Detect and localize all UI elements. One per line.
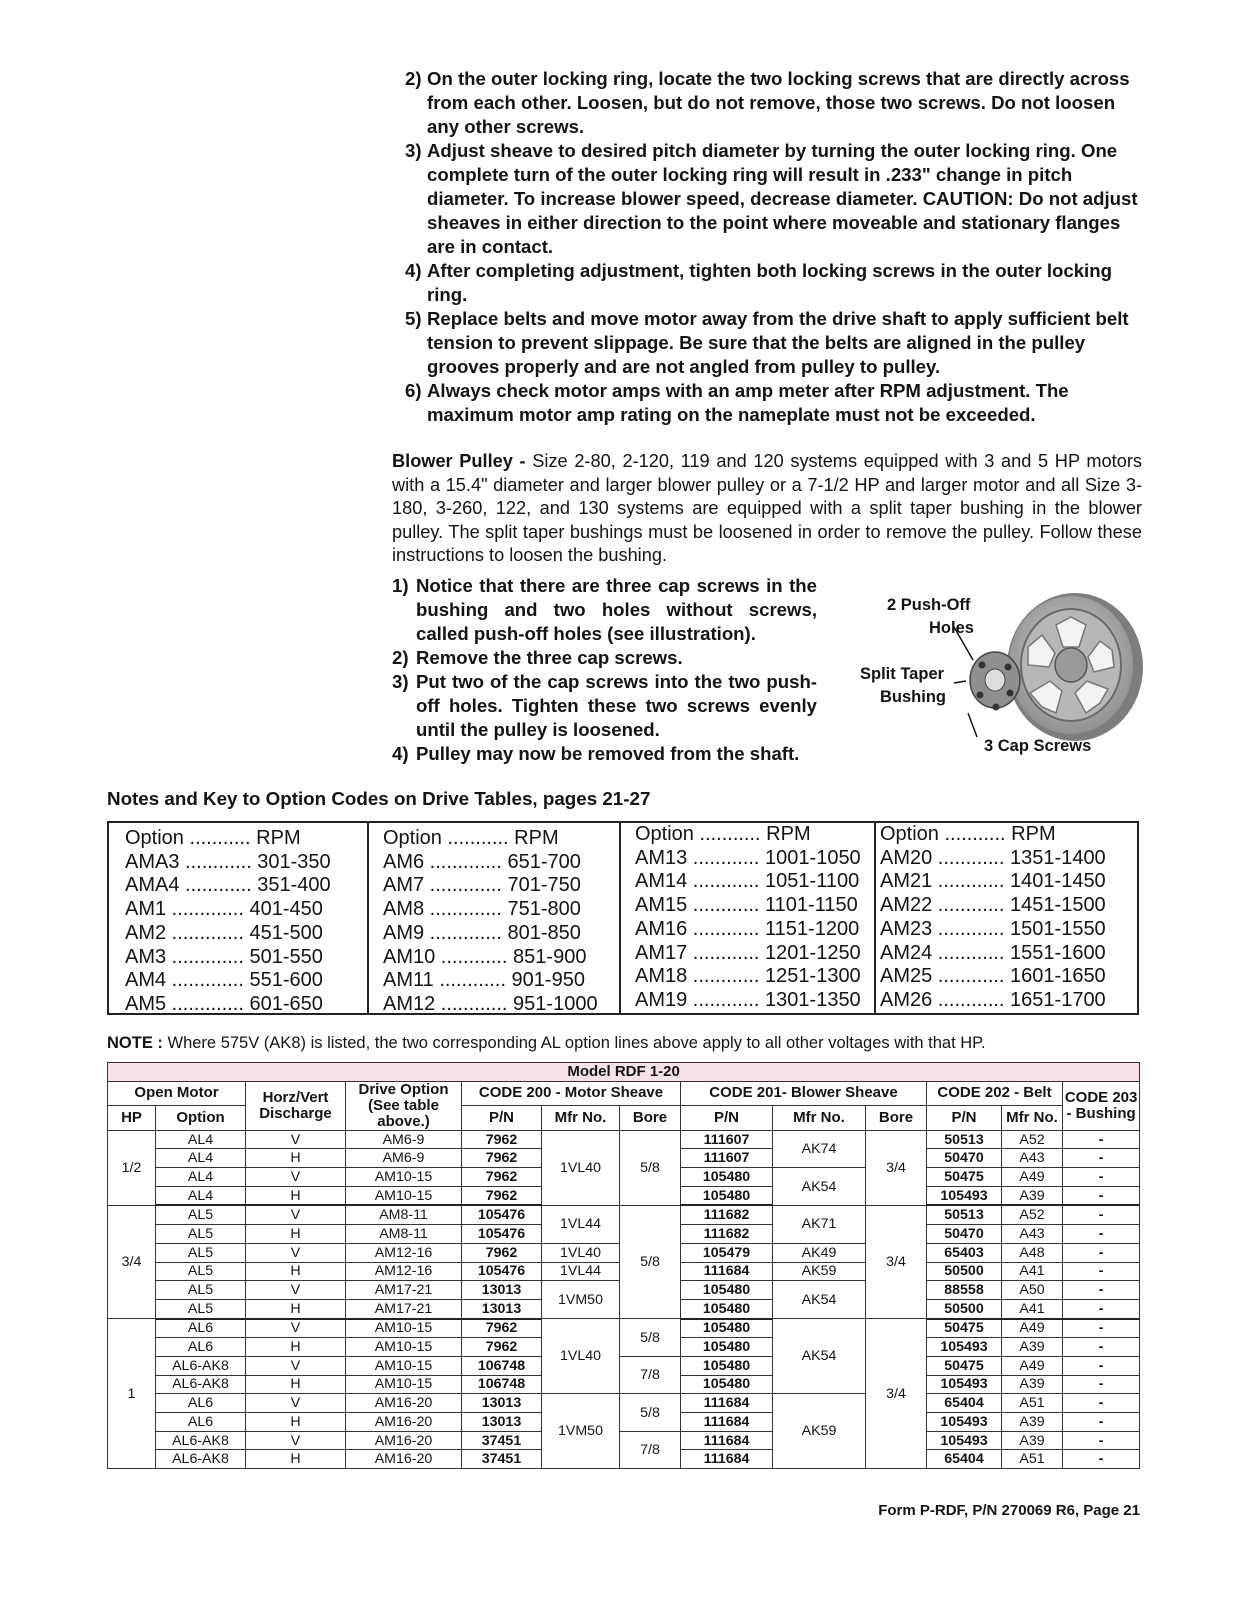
table-cell: AL4: [156, 1149, 246, 1168]
table-cell: 7962: [462, 1149, 542, 1168]
notes-title: Notes and Key to Option Codes on Drive Tables, pages 21-27: [107, 788, 651, 809]
table-cell: A39: [1002, 1186, 1063, 1205]
table-cell: 106748: [462, 1375, 542, 1394]
table-cell: AM16-20: [346, 1413, 462, 1432]
table-cell: 3/4: [866, 1205, 927, 1318]
table-cell: 111607: [681, 1149, 773, 1168]
table-cell: AL4: [156, 1130, 246, 1149]
table-cell: AM6-9: [346, 1149, 462, 1168]
table-cell: -: [1063, 1149, 1140, 1168]
step-item: [405, 379, 1145, 427]
code203-header: CODE 203 - Bushing: [1063, 1081, 1140, 1130]
table-cell: AM10-15: [346, 1319, 462, 1338]
rpm-entry: AMA3 ............ 301-350: [125, 850, 331, 873]
table-cell: 7962: [462, 1338, 542, 1357]
table-cell: 105493: [927, 1431, 1002, 1450]
table-cell: 7962: [462, 1243, 542, 1262]
rpm-entry: AM23 ............ 1501-1550: [880, 917, 1106, 940]
table-cell: 50475: [927, 1356, 1002, 1375]
blower-pn-header: P/N: [681, 1106, 773, 1131]
table-cell: AK54: [773, 1319, 866, 1394]
table-cell: AK54: [773, 1168, 866, 1206]
step-text: Adjust sheave to desired pitch diameter by turning the outer locking ring. One complete turn of the outer locking ring will result in .233" change in pitch diameter. To increase blower speed, decrease diameter. CAUTION: Do not adjust sheaves in either direction to the point where moveable and stationary flanges are in contact.: [427, 140, 1138, 257]
step-item: [392, 742, 817, 766]
step-number: 2): [392, 647, 409, 668]
step-number: 5): [405, 308, 422, 329]
table-cell: AM10-15: [346, 1168, 462, 1187]
blower-pulley-paragraph: [392, 450, 1142, 568]
blower-pulley-heading: Blower Pulley -: [392, 451, 526, 471]
rpm-column-header: Option ........... RPM: [125, 827, 301, 849]
step-number: 3): [405, 140, 422, 161]
table-cell: H: [246, 1262, 346, 1281]
rpm-entry: AM21 ............ 1401-1450: [880, 870, 1106, 893]
step-text: Replace belts and move motor away from the drive shaft to apply sufficient belt tension to prevent slippage. Be sure that the belts are aligned in the pulley grooves properly and are not angled from pulley to pulley.: [427, 308, 1129, 377]
step-number: 4): [405, 260, 422, 281]
rpm-column: [109, 823, 367, 1013]
table-cell: AK59: [773, 1262, 866, 1281]
table-cell: AM8-11: [346, 1225, 462, 1244]
table-cell: H: [246, 1225, 346, 1244]
table-cell: AL6-AK8: [156, 1356, 246, 1375]
table-cell: AL5: [156, 1281, 246, 1300]
code200-header: CODE 200 - Motor Sheave: [462, 1081, 681, 1106]
belt-mfr-header: Mfr No.: [1002, 1106, 1063, 1131]
table-cell: 105480: [681, 1281, 773, 1300]
table-cell: 13013: [462, 1281, 542, 1300]
table-cell: AM10-15: [346, 1356, 462, 1375]
table-cell: AL4: [156, 1168, 246, 1187]
rpm-entry: AMA4 ............ 351-400: [125, 874, 331, 897]
table-cell: 105493: [927, 1186, 1002, 1205]
table-cell: H: [246, 1450, 346, 1469]
rpm-column: [367, 823, 619, 1013]
table-cell: A49: [1002, 1168, 1063, 1187]
table-cell: A43: [1002, 1225, 1063, 1244]
open-motor-header: Open Motor: [108, 1081, 246, 1106]
label-bushing-1: Split Taper: [860, 665, 945, 683]
table-cell: 111607: [681, 1130, 773, 1149]
table-cell: AM10-15: [346, 1186, 462, 1205]
rpm-entry: AM18 ............ 1251-1300: [635, 965, 861, 988]
table-cell: 111684: [681, 1394, 773, 1413]
pulley-illustration: [850, 585, 1150, 765]
table-cell: V: [246, 1168, 346, 1187]
rpm-entry: AM4 ............. 551-600: [125, 969, 323, 992]
table-cell: 50470: [927, 1225, 1002, 1244]
table-cell: -: [1063, 1168, 1140, 1187]
table-cell: 111682: [681, 1225, 773, 1244]
table-cell: 7962: [462, 1186, 542, 1205]
page-footer: Form P-RDF, P/N 270069 R6, Page 21: [878, 1502, 1140, 1519]
motor-pn-header: P/N: [462, 1106, 542, 1131]
table-cell: A48: [1002, 1243, 1063, 1262]
table-cell: -: [1063, 1413, 1140, 1432]
table-cell: 50513: [927, 1130, 1002, 1149]
table-cell: AL5: [156, 1299, 246, 1318]
rpm-column-header: Option ........... RPM: [880, 823, 1056, 845]
table-cell: -: [1063, 1262, 1140, 1281]
table-cell: -: [1063, 1186, 1140, 1205]
step-number: 3): [392, 671, 409, 692]
table-cell: A49: [1002, 1319, 1063, 1338]
step-item: [405, 67, 1145, 139]
rpm-entry: AM9 ............. 801-850: [383, 921, 581, 944]
table-cell: -: [1063, 1281, 1140, 1300]
rpm-entry: AM3 ............. 501-550: [125, 945, 323, 968]
table-row: [108, 1431, 1140, 1450]
table-cell: 105476: [462, 1205, 542, 1224]
table-cell: 7962: [462, 1319, 542, 1338]
table-cell: AM10-15: [346, 1338, 462, 1357]
table-cell: A39: [1002, 1431, 1063, 1450]
table-cell: 3/4: [866, 1130, 927, 1205]
blower-mfr-header: Mfr No.: [773, 1106, 866, 1131]
table-cell: 1VM50: [542, 1394, 620, 1469]
table-cell: AL6-AK8: [156, 1450, 246, 1469]
table-cell: 37451: [462, 1450, 542, 1469]
table-cell: A41: [1002, 1262, 1063, 1281]
table-cell: 111684: [681, 1431, 773, 1450]
table-cell: 50500: [927, 1262, 1002, 1281]
label-bushing-2: Bushing: [880, 688, 946, 706]
table-cell: -: [1063, 1356, 1140, 1375]
rpm-entry: AM10 ............ 851-900: [383, 945, 587, 968]
belt-pn-header: P/N: [927, 1106, 1002, 1131]
table-cell: AM17-21: [346, 1299, 462, 1318]
adjustment-steps: [405, 67, 1145, 427]
table-cell: AM16-20: [346, 1431, 462, 1450]
table-cell: 106748: [462, 1356, 542, 1375]
rpm-entry: AM17 ............ 1201-1250: [635, 941, 861, 964]
rpm-entry: AM14 ............ 1051-1100: [635, 870, 860, 893]
table-cell: -: [1063, 1375, 1140, 1394]
table-cell: AL6: [156, 1394, 246, 1413]
motor-bore-header: Bore: [620, 1106, 681, 1131]
step-text: Notice that there are three cap screws in the bushing and two holes without screws, called push-off holes (see illustration).: [416, 575, 817, 644]
table-cell: 105480: [681, 1319, 773, 1338]
table-cell: 50475: [927, 1168, 1002, 1187]
table-row: [108, 1394, 1140, 1413]
table-cell: AK54: [773, 1281, 866, 1319]
table-cell: 105493: [927, 1375, 1002, 1394]
table-cell: 7962: [462, 1168, 542, 1187]
table-cell: 5/8: [620, 1319, 681, 1357]
table-cell: AL5: [156, 1225, 246, 1244]
rpm-entry: AM11 ............ 901-950: [383, 969, 585, 992]
table-cell: V: [246, 1319, 346, 1338]
rpm-entry: AM26 ............ 1651-1700: [880, 988, 1106, 1011]
table-cell: -: [1063, 1431, 1140, 1450]
table-cell: AK74: [773, 1130, 866, 1167]
table-cell: 105493: [927, 1413, 1002, 1432]
table-cell: -: [1063, 1243, 1140, 1262]
table-cell: V: [246, 1243, 346, 1262]
code201-header: CODE 201- Blower Sheave: [681, 1081, 927, 1106]
rpm-entry: AM19 ............ 1301-1350: [635, 988, 861, 1011]
table-cell: H: [246, 1186, 346, 1205]
rpm-entry: AM22 ............ 1451-1500: [880, 894, 1106, 917]
note-text: [107, 1034, 986, 1053]
table-cell: 7962: [462, 1130, 542, 1149]
step-number: 2): [405, 68, 422, 89]
rpm-column: [619, 823, 874, 1013]
step-text: Pulley may now be removed from the shaft.: [416, 743, 800, 764]
table-cell: H: [246, 1149, 346, 1168]
table-cell: A39: [1002, 1375, 1063, 1394]
table-cell: 105480: [681, 1356, 773, 1375]
table-cell: 13013: [462, 1299, 542, 1318]
table-cell: 105480: [681, 1168, 773, 1187]
table-cell: H: [246, 1299, 346, 1318]
rpm-column-header: Option ........... RPM: [635, 823, 811, 845]
drive-option-header: Drive Option (See table above.): [346, 1081, 462, 1130]
table-cell: 50500: [927, 1299, 1002, 1318]
drive-table: [107, 1062, 1140, 1469]
table-cell: 105479: [681, 1243, 773, 1262]
rpm-entry: AM2 ............. 451-500: [125, 921, 323, 944]
table-cell: A49: [1002, 1356, 1063, 1375]
rpm-entry: AM1 ............. 401-450: [125, 898, 323, 921]
table-cell: 50470: [927, 1149, 1002, 1168]
label-pushoff-1: 2 Push-Off: [887, 596, 971, 614]
code202-header: CODE 202 - Belt: [927, 1081, 1063, 1106]
table-cell: A39: [1002, 1338, 1063, 1357]
table-cell: H: [246, 1413, 346, 1432]
rpm-entry: AM12 ............ 951-1000: [383, 992, 598, 1015]
rpm-key-table: [107, 821, 1139, 1015]
rpm-entry: AM6 ............. 651-700: [383, 850, 581, 873]
table-cell: 3/4: [866, 1319, 927, 1469]
table-cell: 50513: [927, 1205, 1002, 1224]
option-header: Option: [156, 1106, 246, 1131]
table-cell: 1VM50: [542, 1281, 620, 1319]
step-text: Always check motor amps with an amp meter after RPM adjustment. The maximum motor amp rating on the nameplate must not be exceeded.: [427, 380, 1069, 425]
table-cell: 105480: [681, 1186, 773, 1205]
table-cell: 50475: [927, 1319, 1002, 1338]
rpm-entry: AM8 ............. 751-800: [383, 898, 581, 921]
hp-header: HP: [108, 1106, 156, 1131]
table-cell: AK59: [773, 1394, 866, 1469]
blower-bore-header: Bore: [866, 1106, 927, 1131]
step-number: 1): [392, 575, 409, 596]
table-cell: AL4: [156, 1186, 246, 1205]
table-cell: V: [246, 1394, 346, 1413]
step-number: 6): [405, 380, 422, 401]
step-item: [405, 307, 1145, 379]
table-cell: -: [1063, 1450, 1140, 1469]
step-item: [405, 259, 1145, 307]
table-cell: AM10-15: [346, 1375, 462, 1394]
motor-mfr-header: Mfr No.: [542, 1106, 620, 1131]
rpm-entry: AM5 ............. 601-650: [125, 992, 323, 1015]
step-text: After completing adjustment, tighten both locking screws in the outer locking ring.: [427, 260, 1112, 305]
table-cell: 1VL44: [542, 1205, 620, 1243]
table-cell: 3/4: [108, 1205, 156, 1318]
table-cell: 1/2: [108, 1130, 156, 1205]
table-cell: -: [1063, 1130, 1140, 1149]
table-cell: -: [1063, 1319, 1140, 1338]
table-cell: V: [246, 1205, 346, 1224]
step-text: Put two of the cap screws into the two push-off holes. Tighten these two screws evenly until the pulley is loosened.: [416, 671, 817, 740]
table-cell: 105476: [462, 1225, 542, 1244]
table-cell: A39: [1002, 1413, 1063, 1432]
table-cell: 105480: [681, 1299, 773, 1318]
table-cell: AL5: [156, 1262, 246, 1281]
table-row: [108, 1205, 1140, 1224]
table-cell: AK71: [773, 1205, 866, 1243]
table-cell: A50: [1002, 1281, 1063, 1300]
rpm-entry: AM13 ............ 1001-1050: [635, 846, 861, 869]
table-cell: AL6-AK8: [156, 1375, 246, 1394]
table-cell: 7/8: [620, 1356, 681, 1393]
table-cell: 111682: [681, 1205, 773, 1224]
table-row: [108, 1356, 1140, 1375]
blower-pulley-text: Size 2-80, 2-120, 119 and 120 systems equipped with 3 and 5 HP motors with a 15.4" diameter and larger blower pulley or a 7-1/2 HP and larger motor and all Size 3-180, 3-260, 122, and 130 systems are equipped with a split taper bushing in the blower pulley. The split taper bushings must be loosened in order to remove the pulley. Follow these instructions to loosen the bushing.: [392, 451, 1142, 565]
horzvert-header: Horz/Vert Discharge: [246, 1081, 346, 1130]
table-cell: -: [1063, 1338, 1140, 1357]
note-body: Where 575V (AK8) is listed, the two corresponding AL option lines above apply to all other voltages with that HP.: [162, 1034, 986, 1052]
rpm-entry: AM15 ............ 1101-1150: [635, 894, 858, 917]
table-cell: AM6-9: [346, 1130, 462, 1149]
table-cell: AM16-20: [346, 1450, 462, 1469]
table-cell: 1VL44: [542, 1262, 620, 1281]
step-item: [392, 670, 817, 742]
step-item: [405, 139, 1145, 259]
table-cell: 105480: [681, 1338, 773, 1357]
table-cell: 1: [108, 1319, 156, 1469]
table-cell: AM16-20: [346, 1394, 462, 1413]
table-cell: 5/8: [620, 1130, 681, 1205]
table-cell: 7/8: [620, 1431, 681, 1468]
rpm-entry: AM7 ............. 701-750: [383, 874, 581, 897]
table-cell: -: [1063, 1394, 1140, 1413]
rpm-entry: AM20 ............ 1351-1400: [880, 846, 1106, 869]
step-item: [392, 574, 817, 646]
table-cell: -: [1063, 1225, 1140, 1244]
table-cell: 111684: [681, 1413, 773, 1432]
table-cell: A51: [1002, 1394, 1063, 1413]
table-cell: 5/8: [620, 1205, 681, 1318]
rpm-column-header: Option ........... RPM: [383, 827, 559, 849]
table-cell: H: [246, 1375, 346, 1394]
table-cell: AL6: [156, 1319, 246, 1338]
table-cell: 13013: [462, 1394, 542, 1413]
table-cell: 65404: [927, 1394, 1002, 1413]
rpm-entry: AM25 ............ 1601-1650: [880, 965, 1106, 988]
rpm-column: [874, 823, 1139, 1013]
table-cell: AL5: [156, 1205, 246, 1224]
label-pushoff-2: Holes: [929, 619, 974, 637]
table-cell: -: [1063, 1299, 1140, 1318]
table-cell: 65403: [927, 1243, 1002, 1262]
table-cell: 105480: [681, 1375, 773, 1394]
table-cell: V: [246, 1281, 346, 1300]
table-cell: A52: [1002, 1205, 1063, 1224]
table-cell: AM12-16: [346, 1243, 462, 1262]
rpm-entry: AM16 ............ 1151-1200: [635, 917, 860, 940]
step-text: On the outer locking ring, locate the two locking screws that are directly across from each other. Loosen, but do not remove, those two screws. Do not loosen any other screws.: [427, 68, 1130, 137]
rpm-entry: AM24 ............ 1551-1600: [880, 941, 1106, 964]
bushing-steps: [392, 574, 817, 766]
table-cell: 111684: [681, 1262, 773, 1281]
table-cell: H: [246, 1338, 346, 1357]
table-cell: AM12-16: [346, 1262, 462, 1281]
table-cell: A41: [1002, 1299, 1063, 1318]
table-cell: 13013: [462, 1413, 542, 1432]
table-cell: V: [246, 1130, 346, 1149]
table-row: [108, 1319, 1140, 1338]
table-cell: 1VL40: [542, 1130, 620, 1205]
table-cell: 1VL40: [542, 1243, 620, 1262]
table-cell: AK49: [773, 1243, 866, 1262]
note-label: NOTE :: [107, 1034, 163, 1052]
table-cell: V: [246, 1431, 346, 1450]
table-row: [108, 1130, 1140, 1149]
table-cell: 37451: [462, 1431, 542, 1450]
table-cell: V: [246, 1356, 346, 1375]
model-header: Model RDF 1-20: [108, 1063, 1140, 1082]
table-cell: 5/8: [620, 1394, 681, 1431]
table-cell: A43: [1002, 1149, 1063, 1168]
table-cell: A51: [1002, 1450, 1063, 1469]
step-text: Remove the three cap screws.: [416, 647, 683, 668]
table-cell: A52: [1002, 1130, 1063, 1149]
table-cell: AL6-AK8: [156, 1431, 246, 1450]
table-cell: 105476: [462, 1262, 542, 1281]
table-cell: 111684: [681, 1450, 773, 1469]
table-cell: 105493: [927, 1338, 1002, 1357]
step-item: [392, 646, 817, 670]
table-cell: AL6: [156, 1413, 246, 1432]
table-cell: 88558: [927, 1281, 1002, 1300]
table-cell: 1VL40: [542, 1319, 620, 1394]
step-number: 4): [392, 743, 409, 764]
table-cell: AL5: [156, 1243, 246, 1262]
table-cell: AL6: [156, 1338, 246, 1357]
table-cell: AM17-21: [346, 1281, 462, 1300]
table-cell: -: [1063, 1205, 1140, 1224]
table-cell: 65404: [927, 1450, 1002, 1469]
label-cap-screws: 3 Cap Screws: [984, 737, 1092, 755]
table-cell: AM8-11: [346, 1205, 462, 1224]
